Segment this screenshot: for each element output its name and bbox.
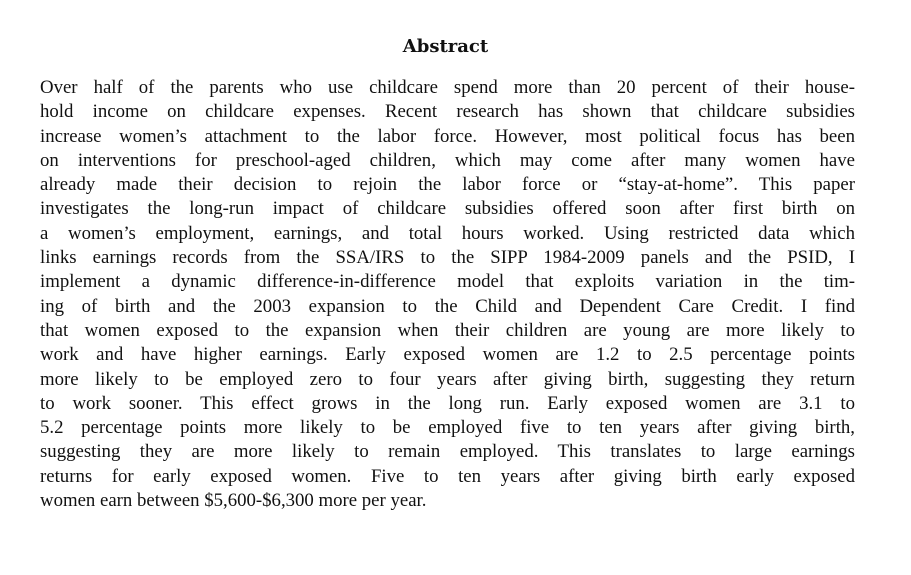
abstract-line: that women exposed to the expansion when their children are young are more likely to <box>40 319 855 341</box>
abstract-line: increase women’s attachment to the labor force. However, most political focus has been <box>40 125 855 147</box>
abstract-line: already made their decision to rejoin the labor force or “stay-at-home”. This paper <box>40 174 855 196</box>
abstract-line: 5.2 percentage points more likely to be employed five to ten years after giving birth, <box>40 417 855 439</box>
abstract-line: investigates the long-run impact of childcare subsidies offered soon after first birth on <box>40 198 855 220</box>
abstract-line: work and have higher earnings. Early exposed women are 1.2 to 2.5 percentage points <box>40 344 855 366</box>
abstract-line: links earnings records from the SSA/IRS to the SIPP 1984-2009 panels and the PSID, I <box>40 247 855 269</box>
abstract-line: returns for early exposed women. Five to ten years after giving birth early exposed <box>40 465 855 487</box>
abstract-line: more likely to be employed zero to four years after giving birth, suggesting they return <box>40 368 855 390</box>
abstract-line: a women’s employment, earnings, and total hours worked. Using restricted data which <box>40 222 855 244</box>
abstract-line: Over half of the parents who use childcare spend more than 20 percent of their house- <box>40 77 855 98</box>
abstract-line: hold income on childcare expenses. Recent research has shown that childcare subsidies <box>40 101 855 123</box>
abstract-line: ing of birth and the 2003 expansion to the Child and Dependent Care Credit. I find <box>40 295 855 317</box>
abstract-line: on interventions for preschool-aged children, which may come after many women have <box>40 149 855 171</box>
abstract-paragraph <box>40 76 855 513</box>
abstract-line: implement a dynamic difference-in-difference model that exploits variation in the tim- <box>40 271 855 293</box>
abstract-line: women earn between $5,600-$6,300 more per year. <box>40 490 427 512</box>
abstract-heading: Abstract <box>402 36 489 57</box>
abstract-line: suggesting they are more likely to remain employed. This translates to large earnings <box>40 441 855 463</box>
abstract-line: to work sooner. This effect grows in the long run. Early exposed women are 3.1 to <box>40 392 855 414</box>
